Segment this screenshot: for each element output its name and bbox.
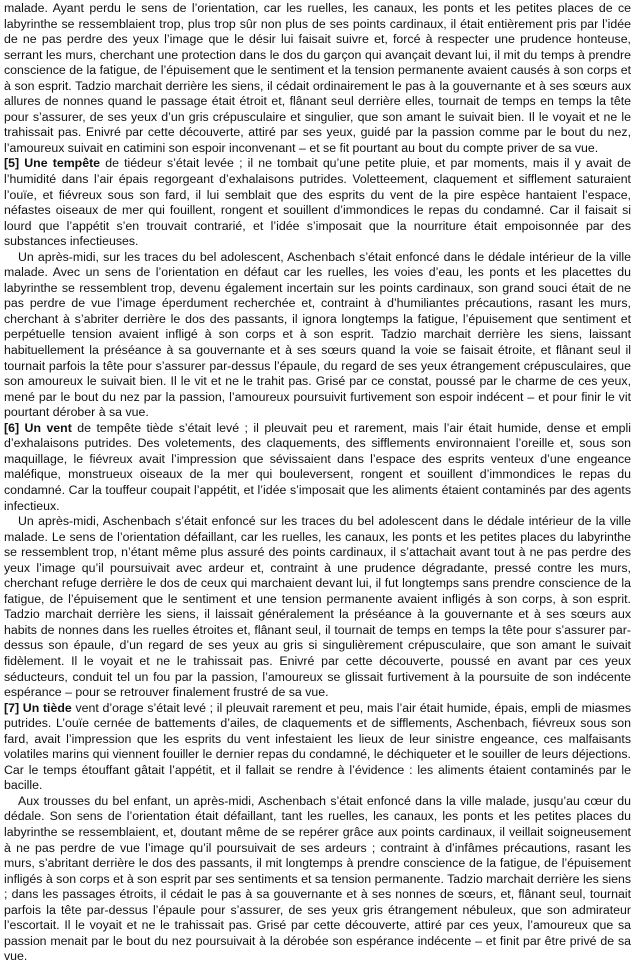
paragraph-indented xyxy=(4,514,631,701)
paragraph-section-6 xyxy=(4,421,631,514)
paragraph-text: malade. Ayant perdu le sens de l’orientation, car les ruelles, les canaux, les ponts et les petites places de ce labyrinthe se ressemblaient trop, plus trop sûr non plus de ses points cardinaux, il était entièrement pris par l’idée de ne pas perdre des yeux l’image que le désir lui faisait suivre et, forcé à respecter une prudence honteuse, serrant les murs, cherchant une protection dans le dos du garçon qui avançait devant lui, il mit du temps à prendre conscience de la fatigue, de l’épuisement que le sentiment et la tension permanente avaient causés à son corps et à son esprit. Tadzio marchait derrière les siens, il cédait ordinairement le pas à la gouvernante et à ses sœurs aux allures de nonnes quand le passage était étroit et, flânant seul derrière elles, tournait de temps en temps la tête pour s’assurer, de ses yeux d’un gris crépusculaire et singulier, que son amant le suivait bien. Il le voyait et ne le trahissait pas. Enivré par cette découverte, attiré par ses yeux, guidé par la passion comme par le bout du nez, l’amoureux suivait en catimini son espoir inconvenant – et se fit pourtant au bout du compte priver de sa vue. xyxy=(4,1,631,155)
paragraph-text: Un après-midi, Aschenbach s’était enfoncé sur les traces du bel adolescent dans le dédale intérieur de la ville malade. Le sens de l’orientation défaillant, car les ruelles, les canaux, les ponts et les petites places du labyrinthe se ressemblent trop, n’étant même plus assuré des points cardinaux, il s’attachait avant tout à ne pas perdre des yeux l’image qu’il poursuivait avec ardeur et, contraint à une prudence dégradante, pressé contre les murs, cherchant refuge derrière le dos de ceux qui marchaient devant lui, il fut longtemps sans prendre conscience de la fatigue, de l’épuisement que le sentiment et une tension permanente avaient infligés à son corps, à son esprit. Tadzio marchait derrière les siens, il laissait généralement la préséance à la gouvernante et à ses sœurs aux habits de nonnes dans les ruelles étroites et, flânant seul, il tournait de temps en temps la tête pour s’assurer par-dessus son épaule, d’un regard de ses yeux au gris si singulièrement crépusculaire, que son amant le suivait fidèlement. Il le voyait et ne le trahissait pas. Enivré par cette découverte, poussé en avant par ces yeux séducteurs, conduit tel un fou par la passion, l’amoureux se glissait furtivement à la poursuite de son indécente espérance – pour se retrouver finalement frustré de sa vue. xyxy=(4,514,631,700)
section-heading: [7] Un tiède xyxy=(4,700,72,715)
paragraph-section-7 xyxy=(4,701,631,794)
paragraph-section-5 xyxy=(4,156,631,249)
paragraph-text: de tiédeur s’était levée ; il ne tombait qu’une petite pluie, et par moments, mais il y avait de l’humidité dans l’air épais regorgeant d’exhalaisons putrides. Voletteement, claquement et sifflement saturaient l’ouïe, et fiévreux sous son fard, il lui semblait que des esprits du vent de la pire espèce hantaient l’espace, néfastes oiseaux de mer qui fouillent, rongent et souillent d’immondices le repas du condamné. Car il faisait si lourd que l’appétit s’en trouvait contrarié, et l’idée s’imposait que la nourriture était empoisonnée par des substances infectieuses. xyxy=(4,156,631,249)
paragraph-continuation xyxy=(4,1,631,156)
paragraph-indented xyxy=(4,794,631,965)
section-heading: [5] Une tempête xyxy=(4,156,101,171)
paragraph-indented xyxy=(4,250,631,421)
section-heading: [6] Un vent xyxy=(4,420,72,435)
paragraph-text: Un après-midi, sur les traces du bel adolescent, Aschenbach s’était enfoncé dans le dédale intérieur de la ville malade. Avec un sens de l’orientation en défaut car les ruelles, les voies d’eau, les ponts et les placettes du labyrinthe se ressemblent trop, devenu également incertain sur les points cardinaux, son grand souci était de ne pas perdre de vue l’image éperdument recherchée et, contraint à d’humiliantes précautions, rasant les murs, cherchant à s’abriter derrière le dos des passants, il ignora longtemps la fatigue, l’épuisement que sentiment et perpétuelle tension avaient infligé à son corps et à son esprit. Tadzio marchait derrière les siens, laissant habituellement la préséance à sa gouvernante et à ses sœurs quand la voie se faisait étroite, et flânant seul il tournait parfois la tête pour s’assurer par-dessus l’épaule, du regard de ses yeux étrangement crépusculaires, que son amoureux le suivait bien. Il le vit et ne le trahit pas. Grisé par ce constat, poussé par le charme de ces yeux, mené par le bout du nez par la passion, l’amoureux poursuivit furtivement son espoir indécent – et pour finir le vit pourtant dérober à sa vue. xyxy=(4,249,631,420)
paragraph-text: Aux trousses du bel enfant, un après-midi, Aschenbach s’était enfoncé dans la ville malade, jusqu’au cœur du dédale. Son sens de l’orientation était défaillant, tant les ruelles, les canaux, les ponts et les petites places du labyrinthe se ressemblaient, et, doutant même de se repérer grâce aux points cardinaux, il veillait soigneusement à ne pas perdre de vue l’image qu’il poursuivait de ses ardeurs ; contraint à d’infâmes précautions, rasant les murs, s’abritant derrière le dos des passants, il mit longtemps à prendre conscience de la fatigue, de l’épuisement infligés à son corps et à son esprit par ses sentiments et sa tension permanente. Tadzio marchait derrière les siens ; dans les passages étroits, il cédait le pas à sa gouvernante et à ses nonnes de sœurs, et, flânant seul, tournait parfois la tête par-dessus l’épaule pour s’assurer, de ses yeux gris étrangement nébuleux, que son admirateur l’escortait. Il le voyait et ne le trahissait pas. Grisé par cette découverte, attiré par ces yeux, l’amoureux que sa passion menait par le bout du nez poursuivait à la dérobée son espérance indécente – et finit par être privé de sa vue. xyxy=(4,793,631,964)
paragraph-text: vent d’orage s’était levé ; il pleuvait rarement et peu, mais l’air était humide, épais, empli de miasmes putrides. L’ouïe cernée de battements d’ailes, de claquements et de sifflements, Aschenbach, fiévreux sous son fard, avait l’impression que les esprits du vent infestaient les lieux de leur sinistre engeance, ces malfaisants volatiles marins qui viennent fouiller le dernier repas du condamné, le déchiqueter et le souiller de leurs déjections. Car le temps étouffant gâtait l’appétit, et il fallait se rendre à l’évidence : les aliments étaient contaminés par le bacille. xyxy=(4,700,631,793)
paragraph-text: de tempête tiède s’était levé ; il pleuvait peu et rarement, mais l’air était humide, dense et empli d’exhalaisons putrides. Des voletements, des claquements, des sifflements environnaient l’oreille et, sous son maquillage, le fiévreux avait l’impression que sévissaient dans l’espace des esprits venteux d’une engeance maléfique, monstrueux oiseaux de la mer qui bouleversent, rongent et souillent d’immondices le repas du condamné. Car la touffeur coupait l’appétit, et l’idée s’imposait que les aliments étaient contaminés par des agents infectieux. xyxy=(4,420,632,513)
